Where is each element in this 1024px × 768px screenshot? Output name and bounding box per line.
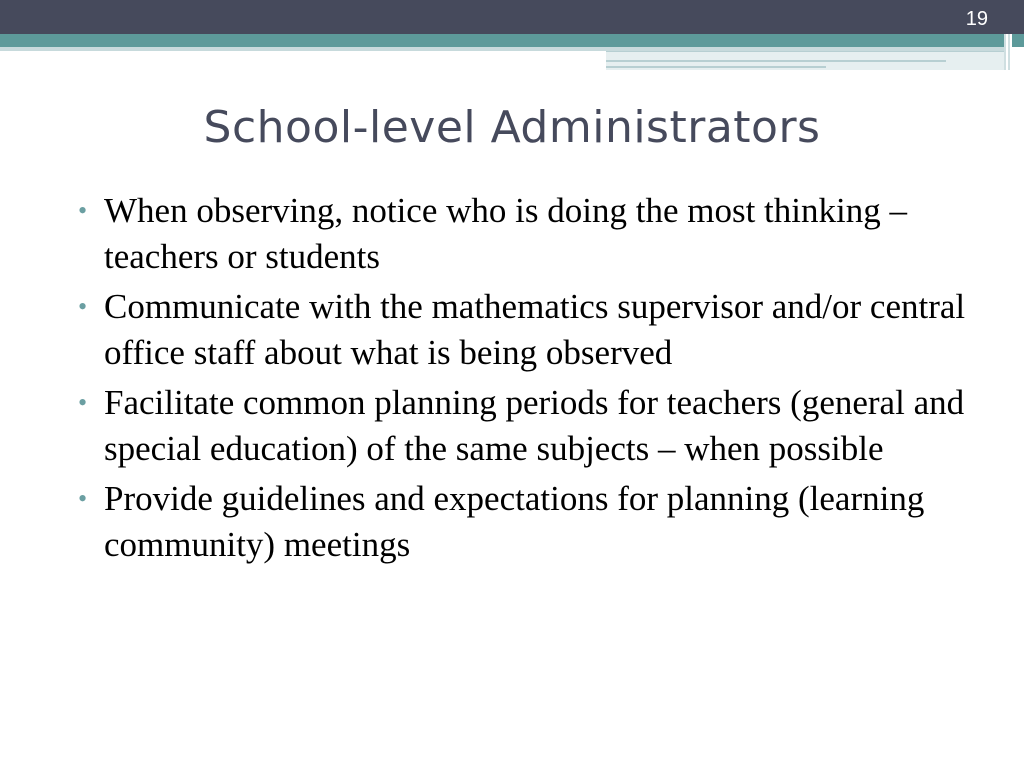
bullet-text: Provide guidelines and expectations for planning (learning community) meetings [104,479,925,564]
bullet-text: Communicate with the mathematics supervisor and/or central office staff about what is being observed [104,287,966,372]
header-decoration-line-short [606,66,826,68]
bullet-marker-icon: • [78,388,88,417]
bullet-list [74,188,974,572]
bullet-marker-icon: • [78,196,88,225]
bullet-marker-icon: • [78,484,88,513]
bullet-item [74,188,974,280]
bullet-marker-icon: • [78,292,88,321]
bullet-text: Facilitate common planning periods for teachers (general and special education) of the same subjects – when possible [104,383,965,468]
header-edge-decoration [1004,34,1012,70]
bullet-item [74,380,974,472]
page-number: 19 [965,8,988,30]
bullet-text: When observing, notice who is doing the most thinking – teachers or students [104,191,907,276]
bullet-item [74,476,974,568]
header-accent-bar [0,34,1024,47]
slide-title: School-level Administrators [203,102,821,153]
bullet-item [74,284,974,376]
header-decoration-line [606,60,946,62]
header-band [0,0,1024,34]
